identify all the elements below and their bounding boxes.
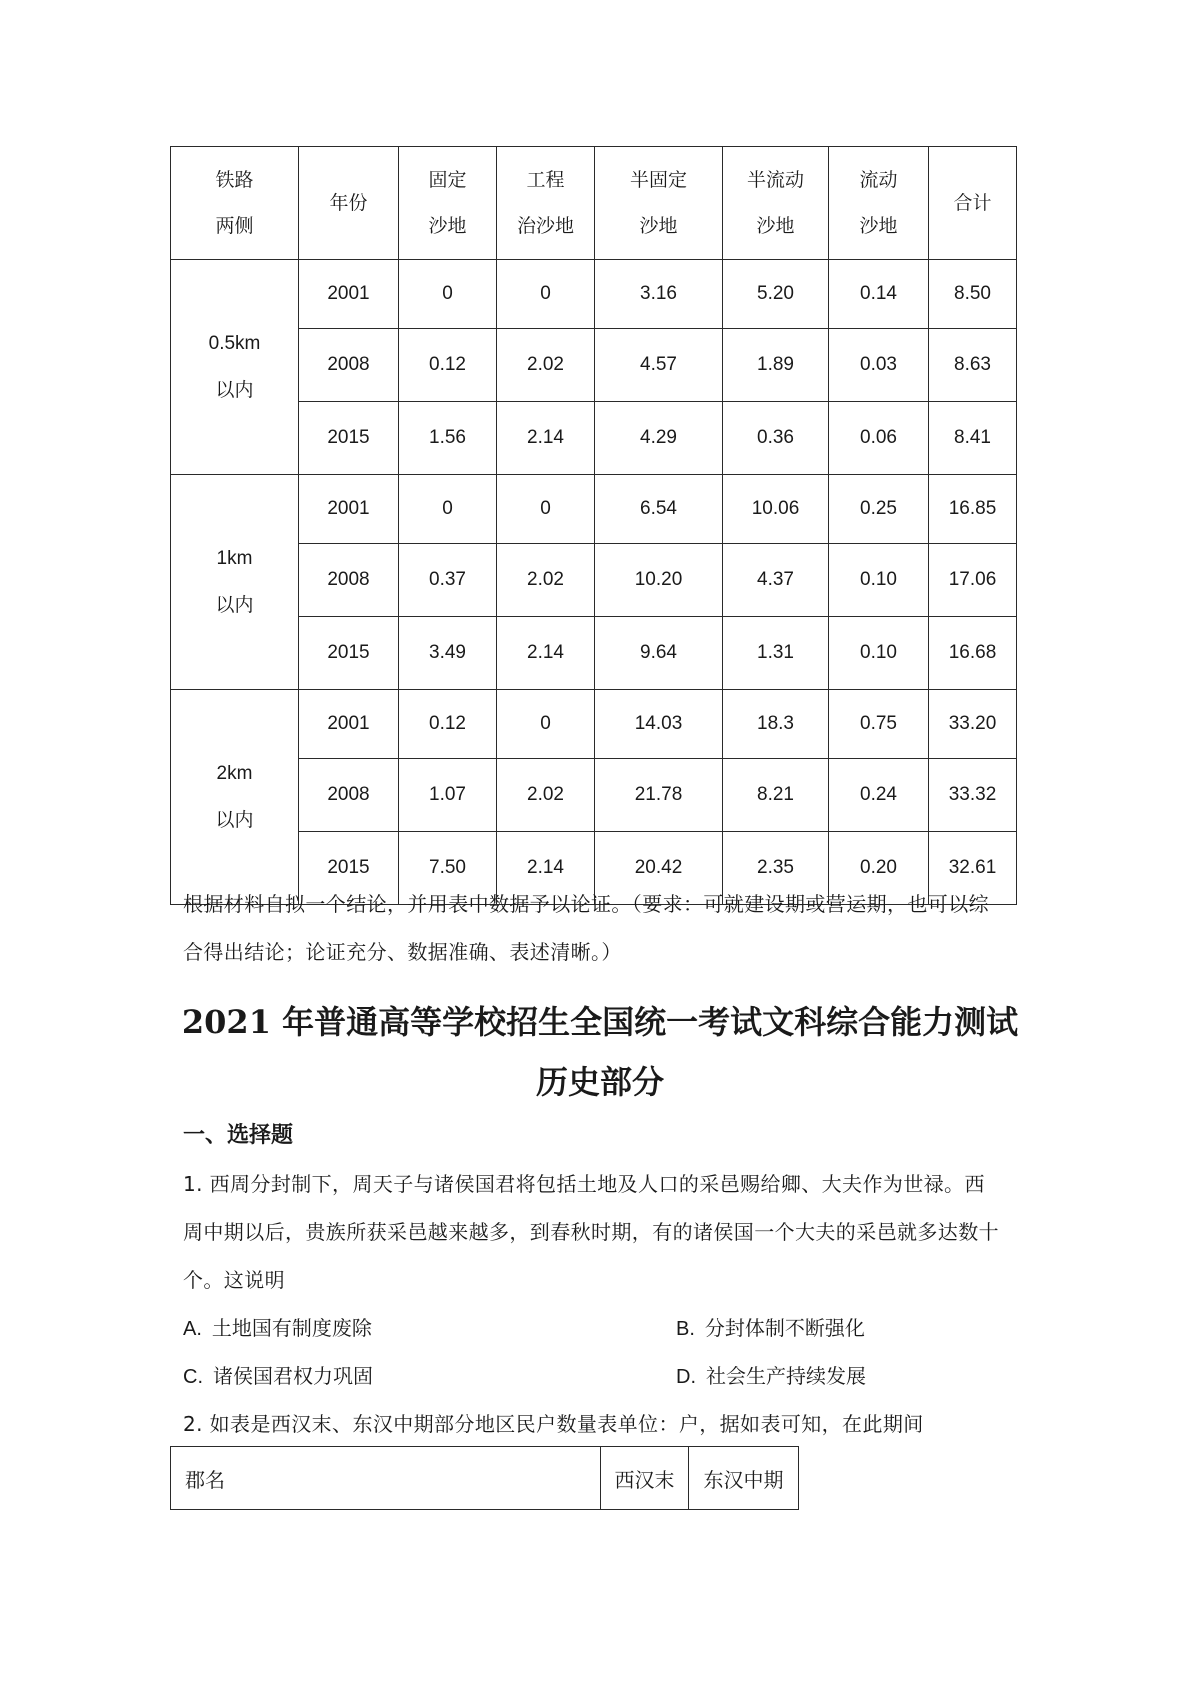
cell-semi-mobile-sand: 1.89: [723, 329, 829, 402]
cell-total: 8.50: [929, 260, 1017, 329]
cell-semi-mobile-sand: 1.31: [723, 617, 829, 690]
option-letter: A.: [183, 1318, 202, 1340]
cell-semi-mobile-sand: 4.37: [723, 544, 829, 617]
table-row: [171, 690, 1017, 759]
header-semi-fixed-sand: 半固定 沙地: [595, 147, 723, 260]
cell-fixed-sand: 0.37: [399, 544, 497, 617]
cell-fixed-sand: 0: [399, 260, 497, 329]
option-text: 社会生产持续发展: [706, 1364, 866, 1388]
cell-fixed-sand: 1.07: [399, 759, 497, 832]
exam-subtitle: 历史部分: [535, 1063, 664, 1101]
header-commandery: 郡名: [171, 1447, 601, 1510]
option-b: [676, 1304, 865, 1353]
section-heading: 一、选择题: [183, 1123, 294, 1148]
cell-semi-mobile-sand: 5.20: [723, 260, 829, 329]
header-late-western-han: 西汉末: [601, 1447, 689, 1510]
cell-semi-mobile-sand: 0.36: [723, 402, 829, 475]
exam-title: 2021 年普通高等学校招生全国统一考试文科综合能力测试: [181, 1003, 1019, 1041]
cell-semi-fixed-sand: 3.16: [595, 260, 723, 329]
cell-engineered-sand: 2.14: [497, 402, 595, 475]
instruction-line: 根据材料自拟一个结论，并用表中数据予以论证。（要求：可就建设期或营运期，也可以综: [183, 892, 989, 916]
cell-total: 16.68: [929, 617, 1017, 690]
header-total: 合计: [929, 147, 1017, 260]
cell-engineered-sand: 2.02: [497, 544, 595, 617]
cell-year: 2008: [299, 329, 399, 402]
cell-semi-fixed-sand: 21.78: [595, 759, 723, 832]
cell-mobile-sand: 0.75: [829, 690, 929, 759]
cell-total: 17.06: [929, 544, 1017, 617]
header-mobile-sand: 流动 沙地: [829, 147, 929, 260]
cell-fixed-sand: 0.12: [399, 690, 497, 759]
distance-group-label: 2km 以内: [171, 690, 299, 905]
cell-semi-mobile-sand: 2.35: [723, 832, 829, 905]
cell-fixed-sand: 0.12: [399, 329, 497, 402]
cell-year: 2008: [299, 544, 399, 617]
household-table-header-row: [171, 1447, 799, 1510]
cell-engineered-sand: 2.14: [497, 617, 595, 690]
cell-mobile-sand: 0.24: [829, 759, 929, 832]
header-mid-eastern-han: 东汉中期: [689, 1447, 799, 1510]
cell-engineered-sand: 2.02: [497, 759, 595, 832]
option-letter: D.: [676, 1366, 696, 1388]
cell-year: 2001: [299, 260, 399, 329]
cell-engineered-sand: 0: [497, 260, 595, 329]
instruction-line: 合得出结论；论证充分、数据准确、表述清晰。）: [183, 940, 622, 964]
cell-fixed-sand: 1.56: [399, 402, 497, 475]
cell-year: 2001: [299, 690, 399, 759]
cell-year: 2015: [299, 617, 399, 690]
cell-mobile-sand: 0.06: [829, 402, 929, 475]
cell-mobile-sand: 0.03: [829, 329, 929, 402]
option-c: [183, 1352, 373, 1401]
cell-semi-fixed-sand: 4.57: [595, 329, 723, 402]
header-fixed-sand: 固定 沙地: [399, 147, 497, 260]
cell-semi-mobile-sand: 10.06: [723, 475, 829, 544]
cell-mobile-sand: 0.14: [829, 260, 929, 329]
cell-year: 2015: [299, 832, 399, 905]
cell-semi-fixed-sand: 9.64: [595, 617, 723, 690]
cell-semi-fixed-sand: 20.42: [595, 832, 723, 905]
option-a: [183, 1304, 372, 1353]
table-header-row: [171, 147, 1017, 260]
household-table: [170, 1446, 799, 1510]
question-line: 2. 如表是西汉末、东汉中期部分地区民户数量表单位：户，据如表可知，在此期间: [183, 1412, 924, 1436]
question-line: 个。这说明: [183, 1268, 285, 1292]
header-railway-sides: 铁路 两侧: [171, 147, 299, 260]
table-row: [171, 260, 1017, 329]
option-letter: C.: [183, 1366, 203, 1388]
header-engineered-sand: 工程 治沙地: [497, 147, 595, 260]
option-text: 诸侯国君权力巩固: [213, 1364, 373, 1388]
cell-fixed-sand: 3.49: [399, 617, 497, 690]
question-2-stem: [183, 1400, 1023, 1448]
cell-total: 33.32: [929, 759, 1017, 832]
cell-total: 33.20: [929, 690, 1017, 759]
cell-semi-mobile-sand: 8.21: [723, 759, 829, 832]
cell-engineered-sand: 2.02: [497, 329, 595, 402]
cell-year: 2015: [299, 402, 399, 475]
cell-semi-mobile-sand: 18.3: [723, 690, 829, 759]
question-line: 周中期以后，贵族所获采邑越来越多，到春秋时期，有的诸侯国一个大夫的采邑就多达数十: [183, 1220, 999, 1244]
cell-semi-fixed-sand: 4.29: [595, 402, 723, 475]
cell-semi-fixed-sand: 10.20: [595, 544, 723, 617]
option-d: [676, 1352, 866, 1401]
cell-mobile-sand: 0.10: [829, 544, 929, 617]
cell-mobile-sand: 0.10: [829, 617, 929, 690]
cell-semi-fixed-sand: 6.54: [595, 475, 723, 544]
option-text: 分封体制不断强化: [704, 1316, 865, 1340]
cell-mobile-sand: 0.25: [829, 475, 929, 544]
option-text: 土地国有制度废除: [211, 1316, 372, 1340]
cell-engineered-sand: 0: [497, 690, 595, 759]
cell-engineered-sand: 0: [497, 475, 595, 544]
cell-total: 32.61: [929, 832, 1017, 905]
header-semi-mobile-sand: 半流动 沙地: [723, 147, 829, 260]
cell-total: 8.41: [929, 402, 1017, 475]
sand-land-data-table: [170, 146, 1017, 905]
cell-semi-fixed-sand: 14.03: [595, 690, 723, 759]
cell-total: 16.85: [929, 475, 1017, 544]
option-letter: B.: [676, 1318, 695, 1340]
cell-fixed-sand: 0: [399, 475, 497, 544]
question-1-stem: [183, 1160, 1023, 1304]
cell-year: 2008: [299, 759, 399, 832]
cell-engineered-sand: 2.14: [497, 832, 595, 905]
header-year: 年份: [299, 147, 399, 260]
cell-mobile-sand: 0.20: [829, 832, 929, 905]
instruction-paragraph: [183, 880, 1023, 976]
cell-total: 8.63: [929, 329, 1017, 402]
distance-group-label: 0.5km 以内: [171, 260, 299, 475]
cell-year: 2001: [299, 475, 399, 544]
cell-fixed-sand: 7.50: [399, 832, 497, 905]
question-line: 1. 西周分封制下，周天子与诸侯国君将包括土地及人口的采邑赐给卿、大夫作为世禄。西: [183, 1172, 985, 1196]
table-row: [171, 475, 1017, 544]
distance-group-label: 1km 以内: [171, 475, 299, 690]
